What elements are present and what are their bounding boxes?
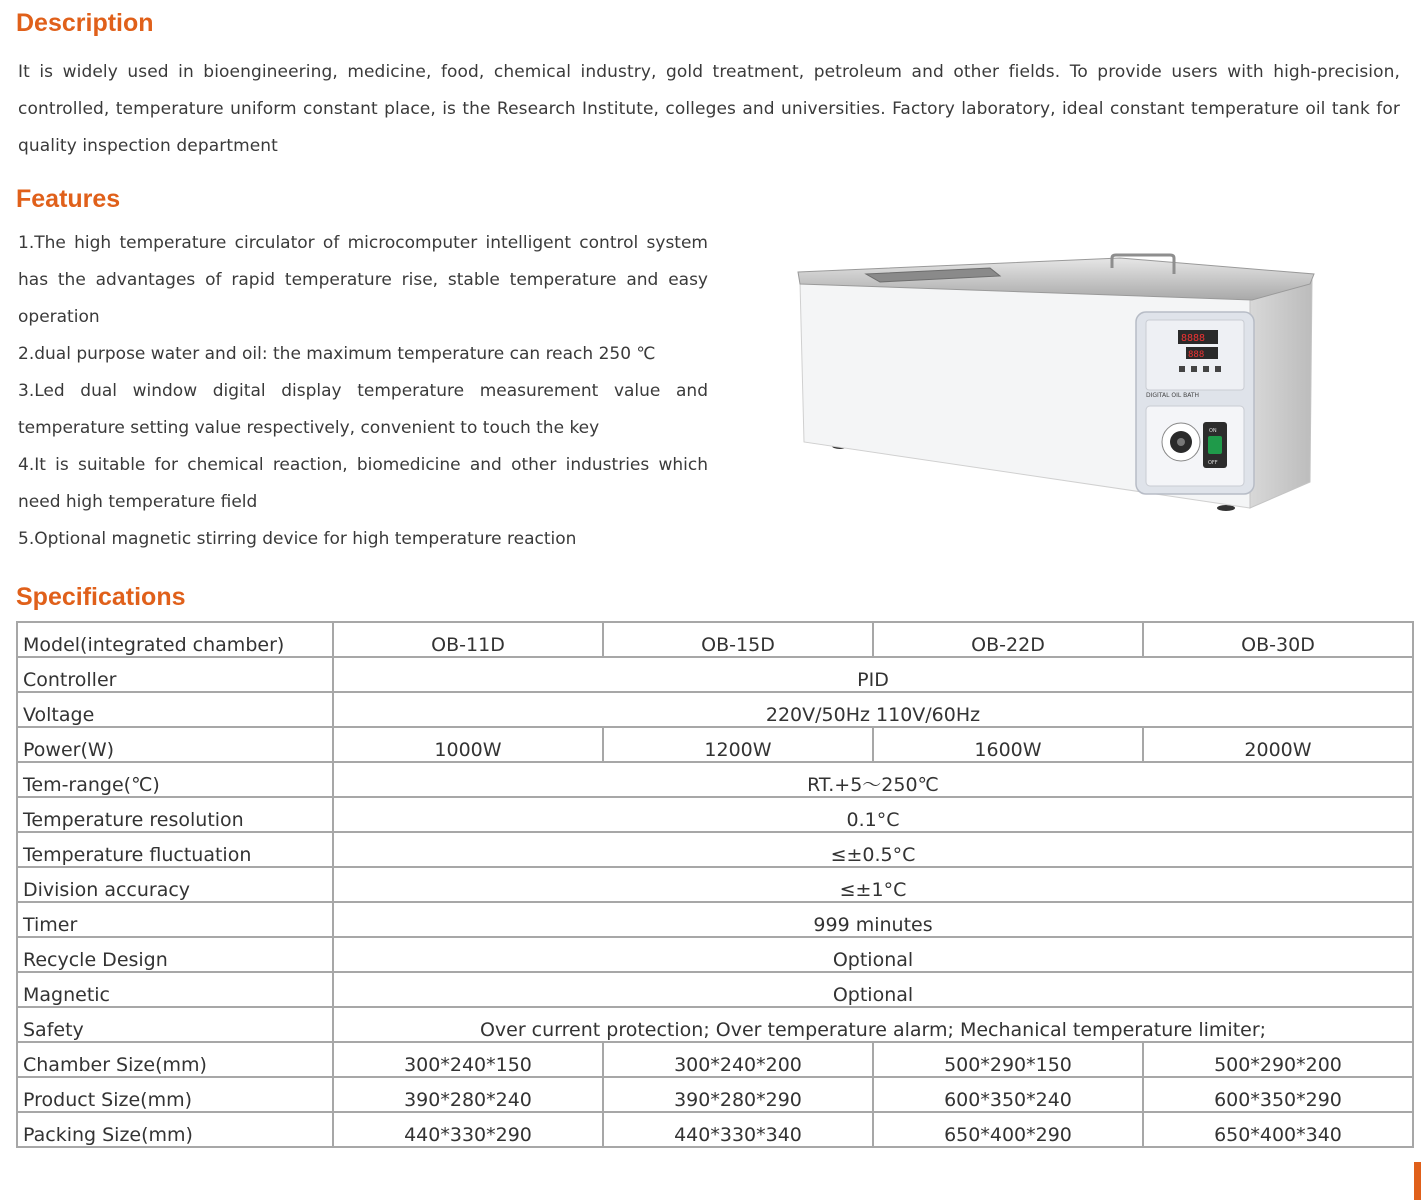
row-value: ≤±1°C bbox=[333, 867, 1413, 902]
features-heading: Features bbox=[16, 185, 121, 213]
row-value: Optional bbox=[333, 937, 1413, 972]
row-value: PID bbox=[333, 657, 1413, 692]
table-row bbox=[17, 1042, 1413, 1077]
table-row bbox=[17, 797, 1413, 832]
row-value: 2000W bbox=[1143, 727, 1413, 762]
row-value: 390*280*290 bbox=[603, 1077, 873, 1112]
switch-on-label: ON bbox=[1209, 428, 1217, 434]
description-heading: Description bbox=[16, 9, 154, 37]
table-row bbox=[17, 657, 1413, 692]
row-value: 600*350*290 bbox=[1143, 1077, 1413, 1112]
row-value: 1600W bbox=[873, 727, 1143, 762]
row-value: 1200W bbox=[603, 727, 873, 762]
row-value: 600*350*240 bbox=[873, 1077, 1143, 1112]
model-cell: OB-30D bbox=[1143, 622, 1413, 657]
row-value: 1000W bbox=[333, 727, 603, 762]
table-row bbox=[17, 937, 1413, 972]
row-label: Temperature resolution bbox=[17, 797, 333, 832]
feature-item: 1.The high temperature circulator of microcomputer intelligent control system has the advantages of rapid temperature rise, stable temperature and easy operation bbox=[18, 233, 708, 327]
row-label: Division accuracy bbox=[17, 867, 333, 902]
row-label: Safety bbox=[17, 1007, 333, 1042]
row-value: 500*290*150 bbox=[873, 1042, 1143, 1077]
row-value: 650*400*340 bbox=[1143, 1112, 1413, 1147]
row-value: 300*240*200 bbox=[603, 1042, 873, 1077]
description-text: It is widely used in bioengineering, medicine, food, chemical industry, gold treatment, petroleum and other fields. To provide users with high-precision, controlled, temperature uniform constant place, is the Research Institute, colleges and universities. Factory laboratory, ideal constant temperature oil tank for quality inspection department bbox=[18, 62, 1400, 156]
table-row bbox=[17, 762, 1413, 797]
table-row bbox=[17, 1007, 1413, 1042]
row-value: 220V/50Hz 110V/60Hz bbox=[333, 692, 1413, 727]
row-value: 440*330*290 bbox=[333, 1112, 603, 1147]
model-cell: OB-11D bbox=[333, 622, 603, 657]
row-label: Controller bbox=[17, 657, 333, 692]
table-row bbox=[17, 692, 1413, 727]
model-cell: OB-22D bbox=[873, 622, 1143, 657]
row-label: Temperature fluctuation bbox=[17, 832, 333, 867]
row-value: 0.1°C bbox=[333, 797, 1413, 832]
row-label: Packing Size(mm) bbox=[17, 1112, 333, 1147]
oil-bath-product-image bbox=[790, 250, 1320, 520]
row-label: Product Size(mm) bbox=[17, 1077, 333, 1112]
feature-item: 4.It is suitable for chemical reaction, biomedicine and other industries which need high temperature field bbox=[18, 455, 708, 512]
table-row bbox=[17, 1077, 1413, 1112]
switch-off-label: OFF bbox=[1208, 460, 1218, 466]
row-value: ≤±0.5°C bbox=[333, 832, 1413, 867]
row-label: Timer bbox=[17, 902, 333, 937]
table-row bbox=[17, 867, 1413, 902]
row-value: 300*240*150 bbox=[333, 1042, 603, 1077]
row-value: 440*330*340 bbox=[603, 1112, 873, 1147]
row-value: Over current protection; Over temperature alarm; Mechanical temperature limiter; bbox=[333, 1007, 1413, 1042]
model-cell: OB-15D bbox=[603, 622, 873, 657]
svg-text:888: 888 bbox=[1188, 350, 1205, 360]
row-value: 390*280*240 bbox=[333, 1077, 603, 1112]
table-row bbox=[17, 832, 1413, 867]
row-label: Recycle Design bbox=[17, 937, 333, 972]
feature-item: 5.Optional magnetic stirring device for high temperature reaction bbox=[18, 529, 577, 549]
header-label-cell: Model(integrated chamber) bbox=[17, 622, 333, 657]
row-label: Magnetic bbox=[17, 972, 333, 1007]
table-row bbox=[17, 727, 1413, 762]
row-value: 500*290*200 bbox=[1143, 1042, 1413, 1077]
row-label: Chamber Size(mm) bbox=[17, 1042, 333, 1077]
row-label: Tem-range(℃) bbox=[17, 762, 333, 797]
row-value: 650*400*290 bbox=[873, 1112, 1143, 1147]
row-value: RT.+5～250℃ bbox=[333, 762, 1413, 797]
feature-item: 3.Led dual window digital display temperature measurement value and temperature setting value respectively, convenient to touch the key bbox=[18, 381, 708, 438]
specifications-heading: Specifications bbox=[16, 583, 186, 611]
row-value: Optional bbox=[333, 972, 1413, 1007]
table-row bbox=[17, 1112, 1413, 1147]
features-list bbox=[18, 225, 708, 558]
table-row bbox=[17, 622, 1413, 657]
row-label: Power(W) bbox=[17, 727, 333, 762]
table-row bbox=[17, 972, 1413, 1007]
feature-item: 2.dual purpose water and oil: the maximum temperature can reach 250 ℃ bbox=[18, 344, 656, 364]
row-value: 999 minutes bbox=[333, 902, 1413, 937]
svg-text:8888: 8888 bbox=[1181, 333, 1206, 344]
panel-label: DIGITAL OIL BATH bbox=[1146, 392, 1200, 399]
row-label: Voltage bbox=[17, 692, 333, 727]
specifications-table bbox=[16, 621, 1414, 1148]
corner-accent-bar bbox=[1414, 1162, 1421, 1200]
table-row bbox=[17, 902, 1413, 937]
